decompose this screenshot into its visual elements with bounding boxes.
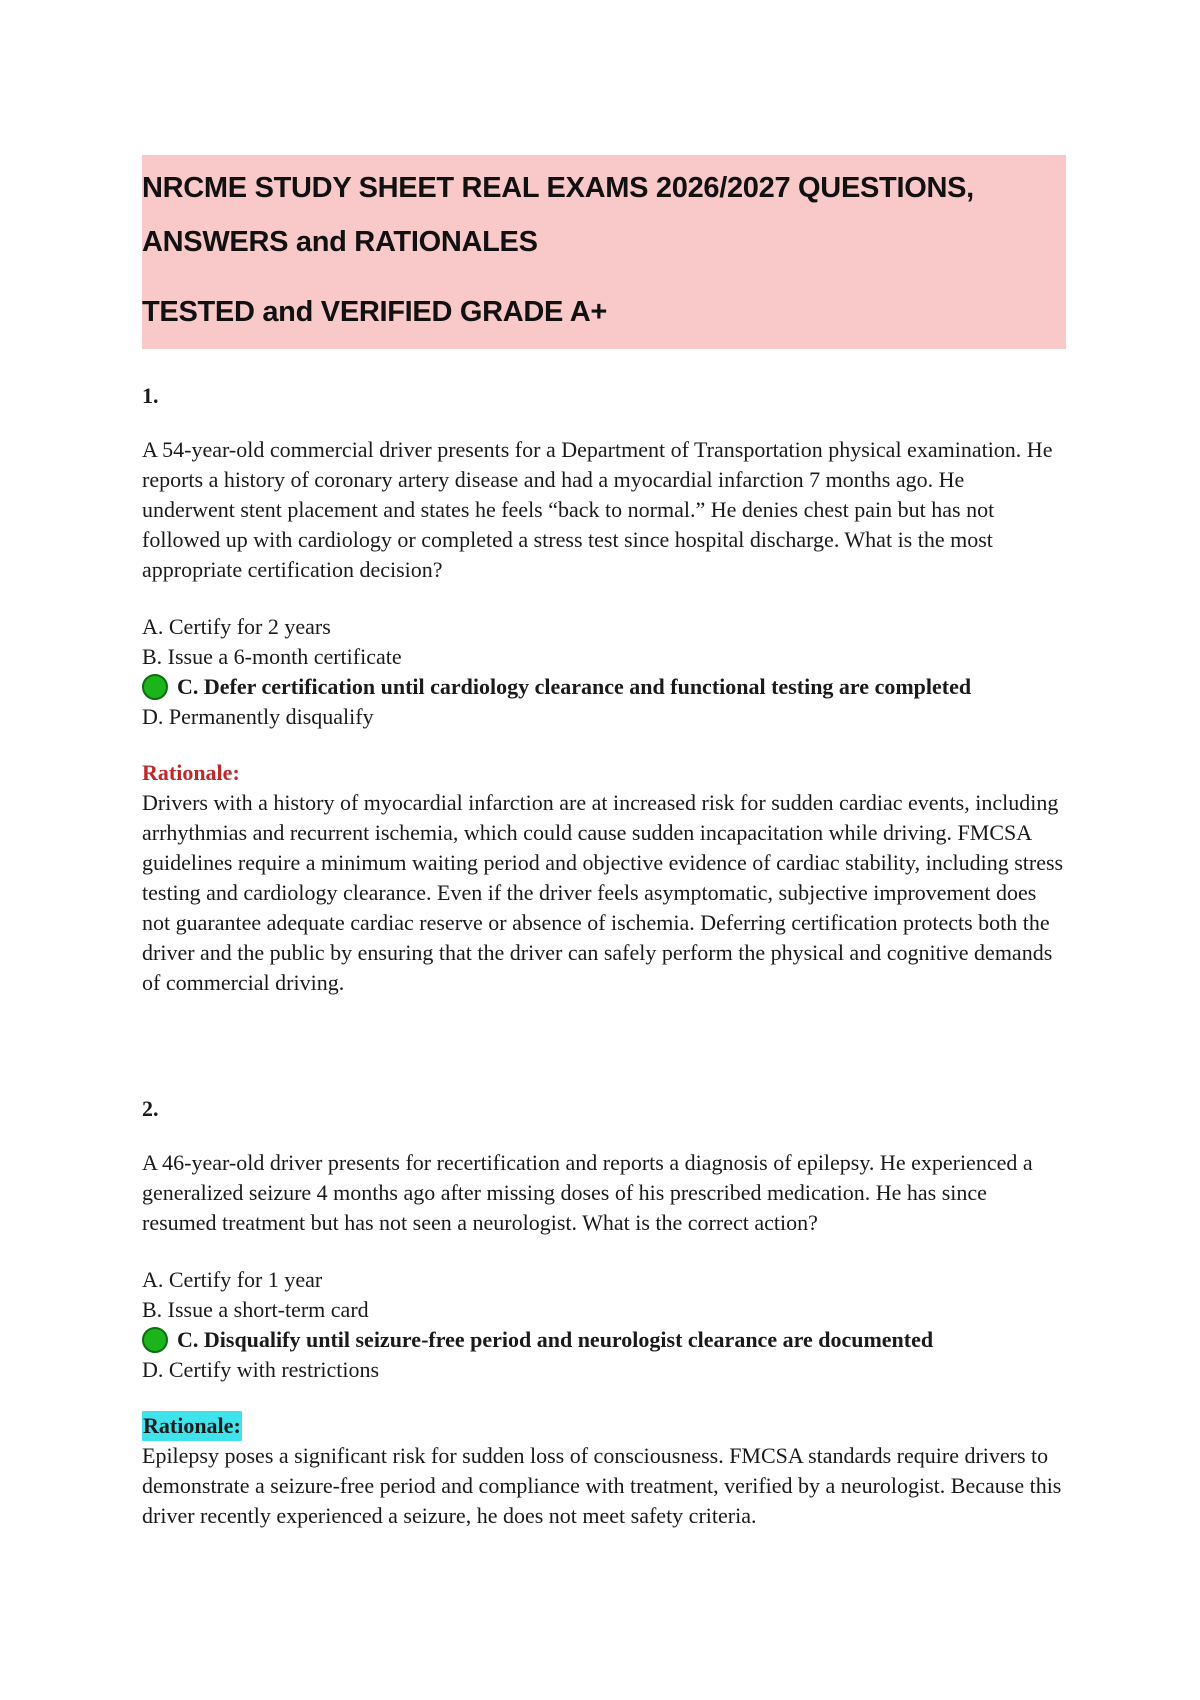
rationale-label: Rationale: (142, 760, 240, 785)
option-c-text: C. Defer certification until cardiology clearance and functional testing are completed (177, 674, 972, 699)
green-circle-icon (142, 1327, 168, 1353)
title-line-1: NRCME STUDY SHEET REAL EXAMS 2026/2027 QUESTIONS, (142, 172, 974, 204)
option-b: B. Issue a 6-month certificate (142, 644, 402, 669)
option-a: A. Certify for 1 year (142, 1267, 323, 1292)
title-line-2: ANSWERS and RATIONALES (142, 226, 538, 258)
answer-options (142, 612, 1066, 732)
document-page (142, 155, 1066, 1531)
option-d: D. Permanently disqualify (142, 704, 374, 729)
option-d: D. Certify with restrictions (142, 1357, 380, 1382)
question-2 (142, 1096, 1066, 1531)
question-1 (142, 383, 1066, 998)
rationale-text: Drivers with a history of myocardial infarction are at increased risk for sudden cardiac events, including arrhythmias and recurrent ischemia, which could cause sudden incapacitation while driving. FMCSA guidelines require a minimum waiting period and objective evidence of cardiac stability, including stress testing and cardiology clearance. Even if the driver feels asymptomatic, subjective improvement does not guarantee adequate cardiac reserve or absence of ischemia. Deferring certification protects both the driver and the public by ensuring that the driver can safely perform the physical and cognitive demands of commercial driving. (142, 790, 1064, 995)
question-number: 2. (142, 1096, 159, 1121)
rationale-text: Epilepsy poses a significant risk for sudden loss of consciousness. FMCSA standards require drivers to demonstrate a seizure-free period and compliance with treatment, verified by a neurologist. Because this driver recently experienced a seizure, he does not meet safety criteria. (142, 1443, 1062, 1528)
title-line-3: TESTED and VERIFIED GRADE A+ (142, 296, 608, 328)
question-number: 1. (142, 383, 159, 408)
answer-options (142, 1265, 1066, 1385)
question-stem: A 46-year-old driver presents for recertification and reports a diagnosis of epilepsy. He experienced a generalized seizure 4 months ago after missing doses of his prescribed medication. He has since resumed treatment but has not seen a neurologist. What is the correct action? (142, 1150, 1033, 1235)
rationale-label: Rationale: (142, 1411, 242, 1441)
green-circle-icon (142, 674, 168, 700)
question-stem: A 54-year-old commercial driver presents for a Department of Transportation physical examination. He reports a history of coronary artery disease and had a myocardial infarction 7 months ago. He underwent stent placement and states he feels “back to normal.” He denies chest pain but has not followed up with cardiology or completed a stress test since hospital discharge. What is the most appropriate certification decision? (142, 437, 1053, 582)
option-c-correct (142, 672, 1066, 702)
title-banner (142, 155, 1066, 349)
option-c-correct (142, 1325, 1066, 1355)
option-a: A. Certify for 2 years (142, 614, 331, 639)
option-b: B. Issue a short-term card (142, 1297, 369, 1322)
option-c-text: C. Disqualify until seizure-free period and neurologist clearance are documented (177, 1327, 934, 1352)
